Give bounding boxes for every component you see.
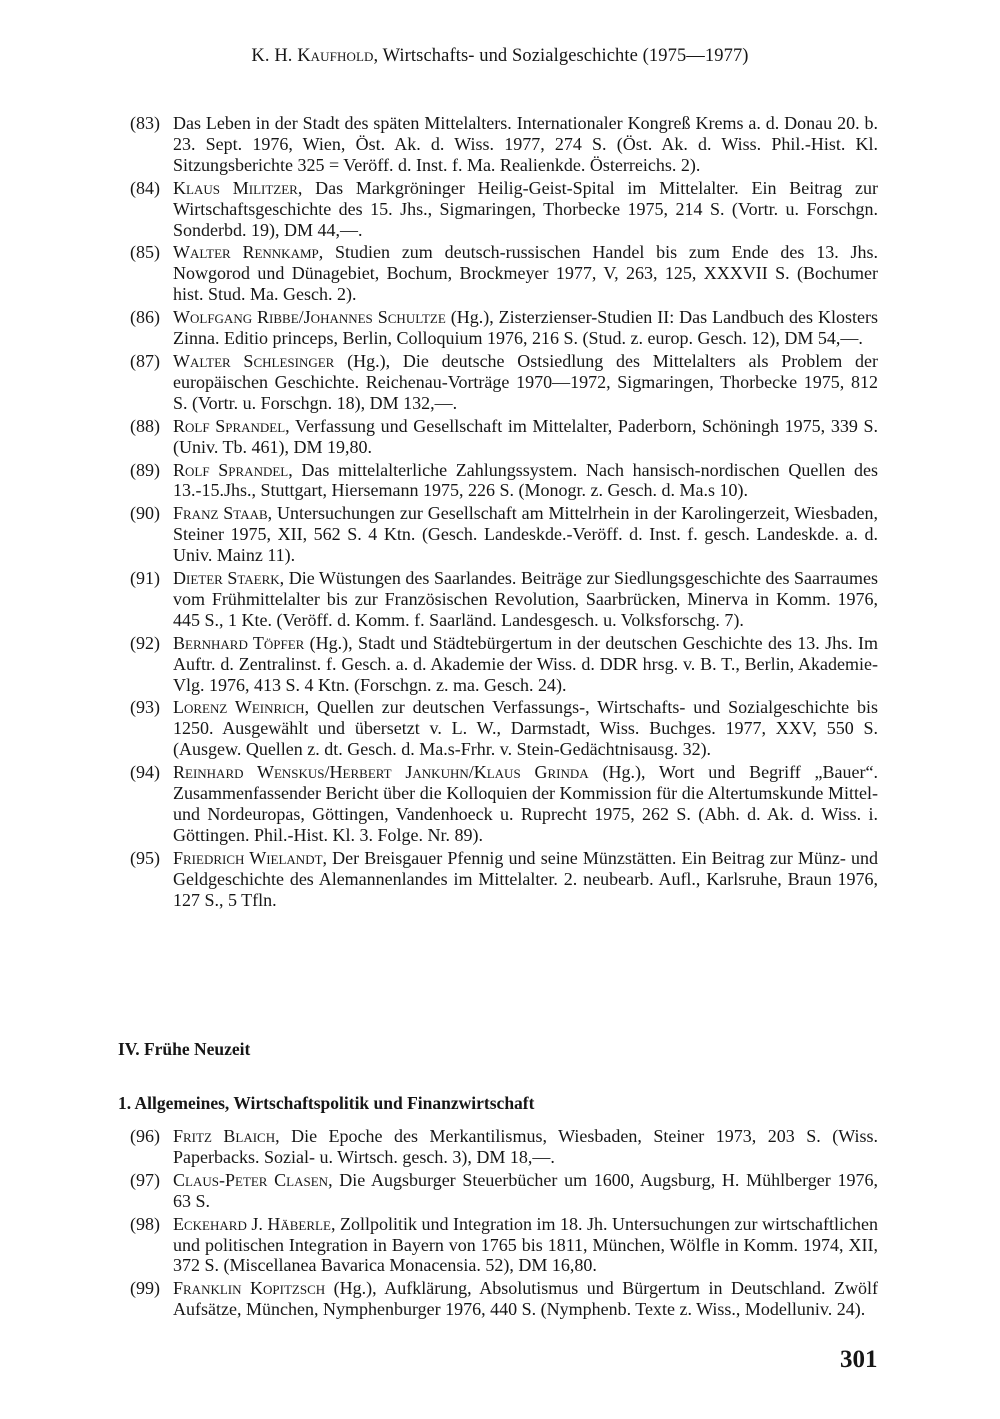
entry-number: (87) (130, 350, 160, 371)
entry-number: (88) (130, 415, 160, 436)
entry-number: (84) (130, 177, 160, 198)
bibliography-entry (130, 697, 878, 760)
bibliography-entry (130, 460, 878, 502)
entry-number: (83) (130, 113, 160, 133)
subsection-heading: 1. Allgemeines, Wirtschaftspolitik und Finanzwirtschaft (118, 1093, 535, 1113)
entry-text: (Hg.), Stadt und Städtebürgertum in der deutschen Geschichte des 13. Jhs. Im Auftr. d. Zentralinst. f. Gesch. a. d. Akademie der Wiss. d. DDR hrsg. v. B. T., Berlin, Akademie-Vlg. 1976, 413 S. 4 Ktn. (Forschgn. z. ma. Gesch. 24). (173, 632, 878, 695)
entry-author: Rolf Sprandel (173, 459, 289, 480)
entry-number: (86) (130, 307, 160, 328)
bibliography-entry (130, 178, 878, 241)
entry-number: (89) (130, 459, 160, 480)
entry-text: (Hg.), Die deutsche Ostsiedlung des Mittelalters als Problem der europäischen Geschichte. Reichenau-Vorträge 1970—1972, Sigmaringen, Thorbecke 1975, 812 S. (Vortr. u. Forschgn. 18), DM 132,—. (173, 350, 879, 413)
bibliography-list-medieval (130, 113, 878, 913)
entry-author: Franz Staab (173, 503, 268, 524)
entry-number: (91) (130, 568, 160, 589)
entry-text: , Das Markgröninger Heilig-Geist-Spital im Mittelalter. Ein Beitrag zur Wirtschaftsgeschichte des 15. Jhs., Sigmaringen, Thorbecke 1975, 214 S. (Vortr. u. Forschgn. Sonderbd. 19), DM 44,—. (173, 177, 879, 240)
bibliography-list-early-modern (130, 1126, 878, 1322)
entry-author: Friedrich Wielandt (173, 847, 323, 868)
entry-text: , Die Epoche des Merkantilismus, Wiesbaden, Steiner 1973, 203 S. (Wiss. Paperbacks. Sozial- u. Wirtsch. gesch. 3), DM 18,—. (173, 1126, 878, 1167)
entry-author: Claus-Peter Clasen (173, 1169, 329, 1190)
entry-author: Eckehard J. Häberle (173, 1213, 331, 1234)
entry-text: , Verfassung und Gesellschaft im Mittelalter, Paderborn, Schöningh 1975, 339 S. (Univ. Tb. 461), DM 19,80. (173, 415, 878, 457)
section-heading: IV. Frühe Neuzeit (118, 1039, 251, 1059)
entry-number: (92) (130, 632, 160, 653)
bibliography-entry (130, 762, 878, 846)
bibliography-entry (130, 113, 878, 176)
entry-number: (85) (130, 242, 160, 263)
entry-text: (Hg.), Wort und Begriff „Bauer“. Zusammenfassender Bericht über die Kolloquien der Kommission für die Altertumskunde Mittel- und Nordeuropas, Göttingen, Vandenhoeck u. Ruprecht 1975, 262 S. (Abh. d. Ak. d. Wiss. i. Göttingen. Phil.-Hist. Kl. 3. Folge. Nr. 89). (173, 762, 878, 845)
entry-author: Walter Schlesinger (173, 350, 335, 371)
entry-text: , Zollpolitik und Integration im 18. Jh. Untersuchungen zur wirtschaftlichen und politischen Integration in Bayern von 1765 bis 1811, München, Wölfle in Komm. 1974, XII, 372 S. (Miscellanea Bavarica Monacensia. 52), DM 16,80. (173, 1213, 878, 1276)
entry-number: (97) (130, 1169, 160, 1190)
page-number: 301 (840, 1346, 878, 1373)
entry-text: (Hg.), Zisterzienser-Studien II: Das Landbuch des Klosters Zinna. Editio princeps, Berlin, Colloquium 1976, 216 S. (Stud. z. europ. Gesch. 12), DM 54,—. (173, 307, 878, 349)
entry-author: Fritz Blaich (173, 1126, 276, 1146)
entry-text: , Studien zum deutsch-russischen Handel bis zum Ende des 13. Jhs. Nowgorod und Dünagebiet, Bochum, Brockmeyer 1977, V, 263, 125, XXXVII S. (Bochumer hist. Stud. Ma. Gesch. 2). (173, 242, 878, 305)
bibliography-entry (130, 633, 878, 696)
bibliography-entry (130, 1170, 878, 1212)
entry-text: , Quellen zur deutschen Verfassungs-, Wirtschafts- und Sozialgeschichte bis 1250. Ausgewählt und übersetzt v. L. W., Darmstadt, Wiss. Buchges. 1977, XXV, 550 S. (Ausgew. Quellen z. dt. Gesch. d. Ma.s-Frhr. v. Stein-Gedächtnisausg. 32). (173, 697, 878, 760)
entry-author: Reinhard Wenskus/Herbert Jankuhn/Klaus Grinda (173, 762, 589, 783)
entry-text: , Das mittelalterliche Zahlungssystem. Nach hansisch-nordischen Quellen des 13.-15.Jhs., Stuttgart, Hiersemann 1975, 226 S. (Monogr. z. Gesch. d. Ma.s 10). (173, 459, 878, 501)
entry-author: Walter Rennkamp (173, 242, 319, 263)
bibliography-entry (130, 1126, 878, 1168)
bibliography-entry (130, 568, 878, 631)
entry-author: Bernhard Töpfer (173, 632, 305, 653)
running-head-author: K. H. Kaufhold (251, 46, 374, 66)
entry-author: Wolfgang Ribbe/Johannes Schultze (173, 307, 446, 328)
entry-number: (98) (130, 1213, 160, 1234)
entry-number: (90) (130, 503, 160, 524)
entry-author: Klaus Militzer (173, 177, 298, 198)
bibliography-entry (130, 503, 878, 566)
bibliography-entry (130, 1278, 878, 1320)
entry-number: (96) (130, 1126, 160, 1146)
running-head-title: , Wirtschafts- und Sozialgeschichte (1975—1977) (373, 46, 749, 66)
entry-text: (Hg.), Aufklärung, Absolutismus und Bürgertum in Deutschland. Zwölf Aufsätze, München, Nymphenburger 1976, 440 S. (Nymphenb. Texte z. Wiss., Modelluniv. 24). (173, 1278, 878, 1320)
entry-author: Franklin Kopitzsch (173, 1278, 326, 1299)
entry-text: , Die Wüstungen des Saarlandes. Beiträge zur Siedlungsgeschichte des Saarraumes vom Frühmittelalter bis zur Französischen Revolution, Saarbrücken, Minerva in Komm. 1976, 445 S., 1 Kte. (Veröff. d. Komm. f. Saarländ. Landesgesch. u. Volksforschg. 7). (173, 568, 878, 630)
entry-text: , Der Breisgauer Pfennig und seine Münzstätten. Ein Beitrag zur Münz- und Geldgeschichte des Alemannenlandes im Mittelalter. 2. neubearb. Aufl., Karlsruhe, Braun 1976, 127 S., 5 Tfln. (173, 847, 878, 910)
running-head (0, 46, 1000, 67)
entry-number: (95) (130, 847, 160, 868)
bibliography-entry (130, 351, 878, 414)
entry-number: (94) (130, 762, 160, 783)
entry-author: Dieter Staerk (173, 568, 280, 589)
entry-number: (93) (130, 697, 160, 718)
entry-author: Lorenz Weinrich (173, 697, 305, 718)
bibliography-entry (130, 848, 878, 911)
entry-text: Das Leben in der Stadt des späten Mittelalters. Internationaler Kongreß Krems a. d. Donau 20. b. 23. Sept. 1976, Wien, Öst. Ak. d. Wiss. 1977, 274 S. (Öst. Ak. d. Wiss. Phil.-Hist. Kl. Sitzungsberichte 325 = Veröff. d. Inst. f. Ma. Realienkde. Österreichs. 2). (173, 113, 878, 175)
entry-number: (99) (130, 1278, 160, 1299)
bibliography-entry (130, 307, 878, 349)
entry-text: , Die Augsburger Steuerbücher um 1600, Augsburg, H. Mühlberger 1976, 63 S. (173, 1169, 878, 1211)
bibliography-entry (130, 416, 878, 458)
bibliography-entry (130, 242, 878, 305)
entry-author: Rolf Sprandel (173, 415, 286, 436)
bibliography-entry (130, 1214, 878, 1277)
entry-text: , Untersuchungen zur Gesellschaft am Mittelrhein in der Karolingerzeit, Wiesbaden, Steiner 1975, XII, 562 S. 4 Ktn. (Gesch. Landeskde.-Veröff. d. Inst. f. gesch. Landeskde. a. d. Univ. Mainz 11). (173, 503, 878, 566)
